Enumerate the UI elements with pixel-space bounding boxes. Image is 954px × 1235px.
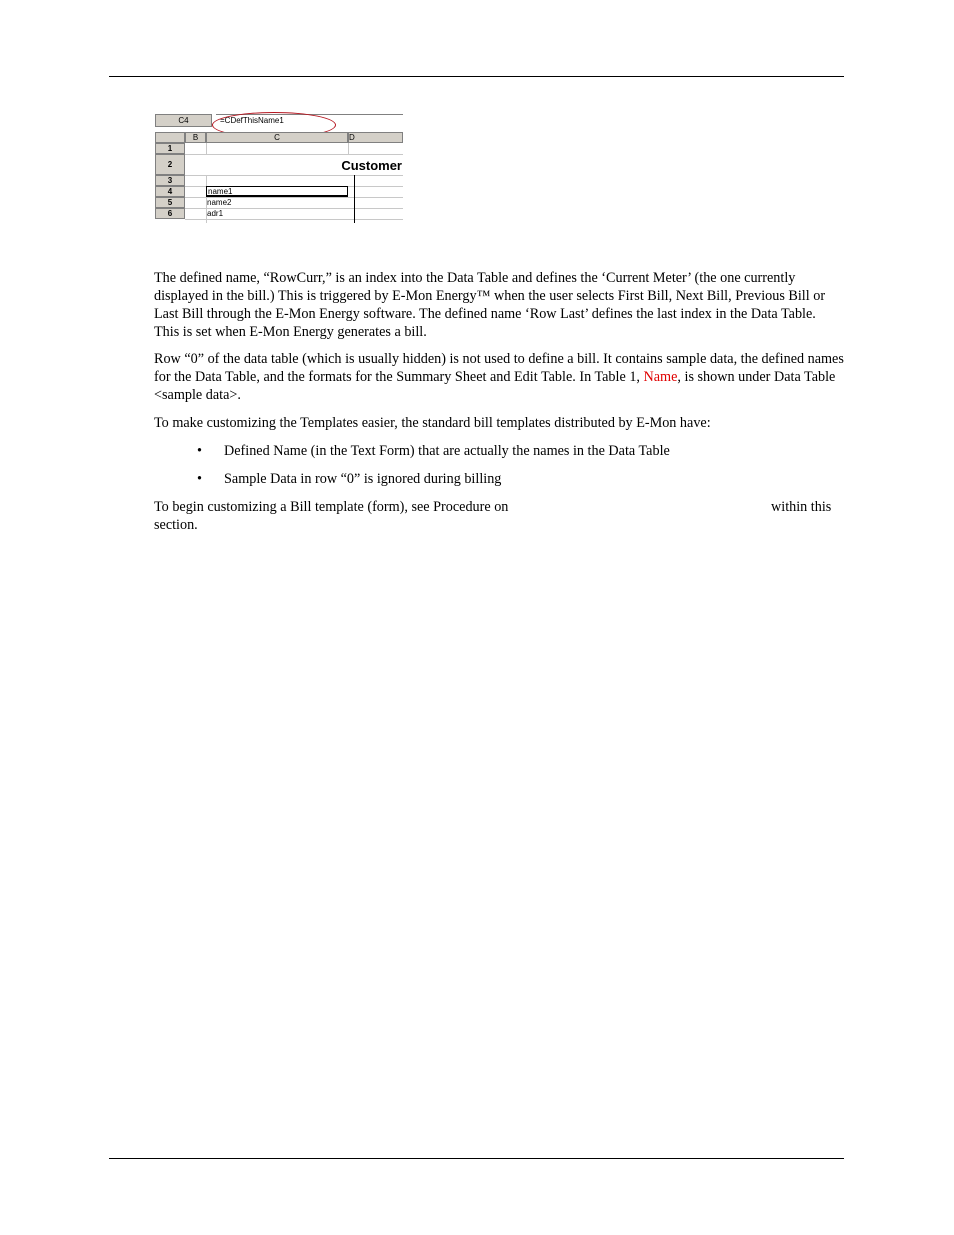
formula-bar: =CDefThisName1: [216, 114, 403, 127]
gridline-vertical: [348, 143, 349, 154]
gridline-vertical: [206, 143, 207, 154]
column-header-c: C: [206, 132, 348, 143]
header-rule: [109, 76, 844, 77]
column-header-d: D: [348, 132, 403, 143]
paragraph-row-zero-tail: , is shown under Data Table <sample data>.: [154, 369, 836, 403]
row-header-1: 1: [155, 143, 185, 154]
paragraph-row-zero-text: Row “0” of the data table (which is usually hidden) is not used to define a bill. It contains sample data, the defined names for the Data Table, and the formats for the Summary Sheet and Edit Table. In Table 1,: [154, 351, 844, 385]
paragraph-begin-start: To begin customizing a Bill template (form), see Procedure on: [154, 499, 509, 515]
paragraph-row-zero: [154, 350, 844, 404]
bullet-glyph: •: [197, 443, 202, 459]
cell-c4: name1: [206, 186, 348, 197]
paragraph-begin-line2: section.: [154, 517, 198, 533]
row-header-2: 2: [155, 154, 185, 175]
name-link[interactable]: Name: [643, 369, 678, 385]
name-box: C4: [155, 114, 212, 127]
column-header-b: B: [185, 132, 206, 143]
gridline-vertical: [354, 175, 355, 223]
sheet-title: Customer: [341, 158, 402, 173]
bullet-glyph: •: [197, 471, 202, 487]
paragraph-begin-end: within this: [771, 499, 832, 515]
paragraph-templates: To make customizing the Templates easier, the standard bill templates distributed by E-Mon have:: [154, 415, 711, 431]
bullet-item-defined-name: Defined Name (in the Text Form) that are actually the names in the Data Table: [224, 443, 670, 459]
gridline: [185, 219, 403, 220]
row-header-6: 6: [155, 208, 185, 219]
corner-header: [155, 132, 185, 143]
row-header-4: 4: [155, 186, 185, 197]
row-header-5: 5: [155, 197, 185, 208]
gridline: [185, 154, 403, 155]
footer-rule: [109, 1158, 844, 1159]
paragraph-rowcurr: The defined name, “RowCurr,” is an index into the Data Table and defines the ‘Current Meter’ (the one currently displayed in the bill.) This is triggered by E-Mon Energy™ when the user selects First Bill, Next Bill, Previous Bill or Last Bill through the E-Mon Energy software. The defined name ‘Row Last’ defines the last index in the Data Table. This is set when E-Mon Energy generates a bill.: [154, 270, 826, 340]
bullet-item-sample-data: Sample Data in row “0” is ignored during billing: [224, 471, 502, 487]
cell-c6: adr1: [207, 209, 224, 218]
gridline: [185, 175, 403, 176]
cell-c5: name2: [207, 198, 232, 207]
spreadsheet-screenshot: [154, 113, 403, 223]
row-header-3: 3: [155, 175, 185, 186]
